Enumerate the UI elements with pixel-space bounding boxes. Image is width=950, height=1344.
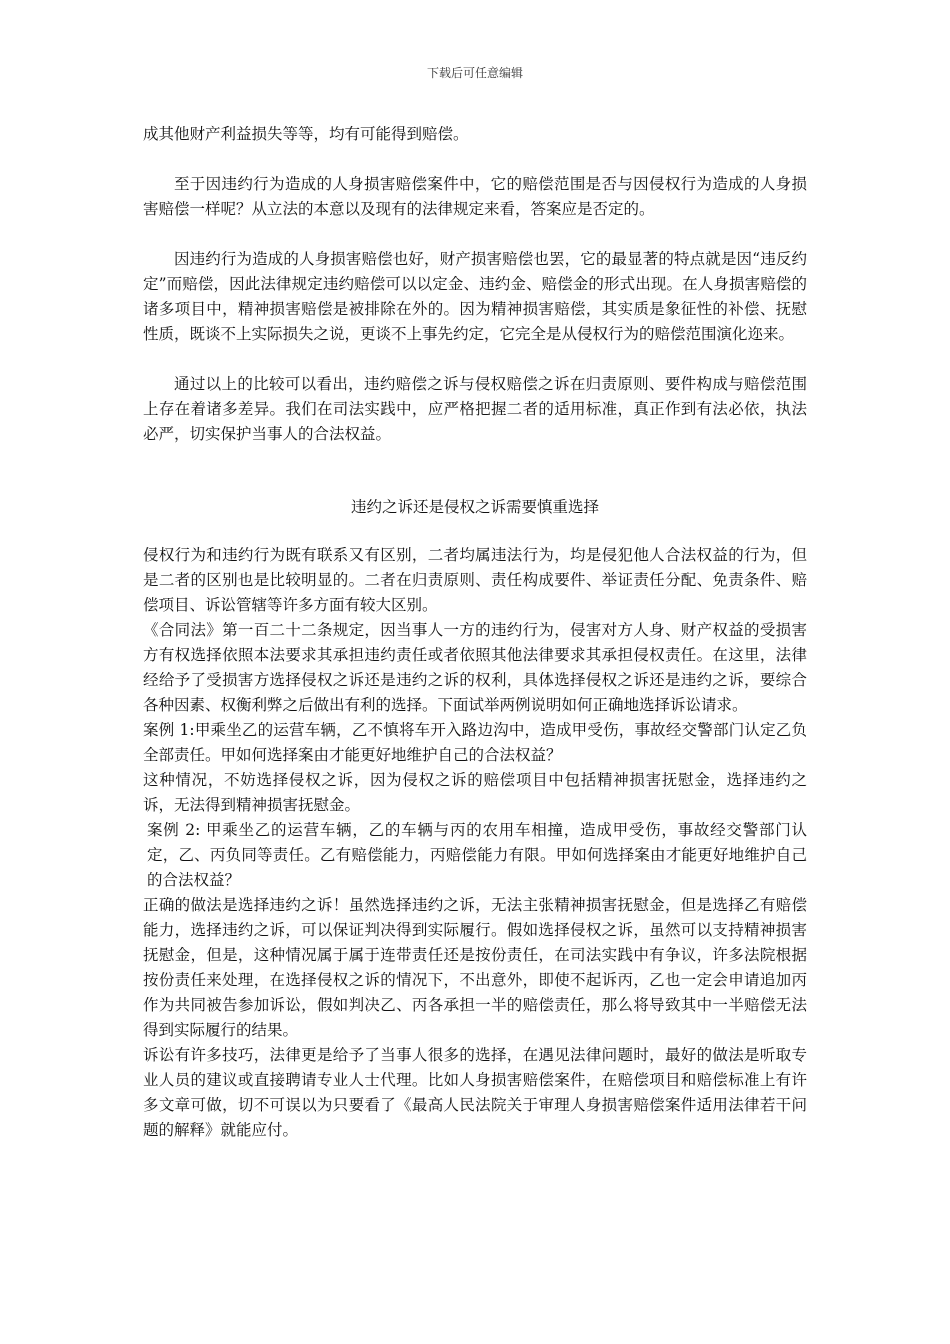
section-title: 违约之诉还是侵权之诉需要慎重选择 xyxy=(350,498,599,516)
paragraph: 这种情况，不妨选择侵权之诉，因为侵权之诉的赔偿项目中包括精神损害抚慰金，选择违约之诉，无法得到精神损害抚慰金。 xyxy=(143,771,807,814)
paragraph: 正确的做法是选择违约之诉！虽然选择违约之诉，无法主张精神损害抚慰金，但是选择乙有赔偿能力，选择违约之诉，可以保证判决得到实际履行。假如选择侵权之诉，虽然可以支持精神损害抚慰金，但是，这种情况属于属于连带责任还是按份责任，在司法实践中有争议，许多法院根据按份责任来处理，在选择侵权之诉的情况下，不出意外，即使不起诉丙，乙也一定会申请追加丙作为共同被告参加诉讼，假如判决乙、丙各承担一半的赔偿责任，那么将导致其中一半赔偿无法得到实际履行的结果。 xyxy=(143,896,807,1039)
page-header: 下载后可任意编辑 xyxy=(426,66,523,80)
paragraph: 通过以上的比较可以看出，违约赔偿之诉与侵权赔偿之诉在归责原则、要件构成与赔偿范围上存在着诸多差异。我们在司法实践中，应严格把握二者的适用标准，真正作到有法必依，执法必严，切实保护当事人的合法权益。 xyxy=(143,375,807,443)
paragraph: 至于因违约行为造成的人身损害赔偿案件中，它的赔偿范围是否与因侵权行为造成的人身损害赔偿一样呢？从立法的本意以及现有的法律规定来看，答案应是否定的。 xyxy=(143,175,807,218)
paragraph: 成其他财产利益损失等等，均有可能得到赔偿。 xyxy=(143,125,469,143)
paragraph: 因违约行为造成的人身损害赔偿也好，财产损害赔偿也罢，它的最显著的特点就是因“违反约定”而赔偿，因此法律规定违约赔偿可以以定金、违约金、赔偿金的形式出现。在人身损害赔偿的诸多项目中，精神损害赔偿是被排除在外的。因为精神损害赔偿，其实质是象征性的补偿、抚慰性质，既谈不上实际损失之说，更谈不上事先约定，它完全是从侵权行为的赔偿范围演化迩来。 xyxy=(143,250,807,343)
paragraph: 《合同法》第一百二十二条规定，因当事人一方的违约行为，侵害对方人身、财产权益的受损害方有权选择依照本法要求其承担违约责任或者依照其他法律要求其承担侵权责任。在这里，法律经给予了受损害方选择侵权之诉还是违约之诉的权利，具体选择侵权之诉还是违约之诉，要综合各种因素、权衡利弊之后做出有利的选择。下面试举两例说明如何正确地选择诉讼请求。 xyxy=(143,621,807,714)
paragraph: 诉讼有许多技巧，法律更是给予了当事人很多的选择，在遇见法律问题时，最好的做法是听取专业人员的建议或直接聘请专业人士代理。比如人身损害赔偿案件，在赔偿项目和赔偿标准上有许多文章可做，切不可误以为只要看了《最高人民法院关于审理人身损害赔偿案件适用法律若干问题的解释》就能应付。 xyxy=(143,1046,807,1139)
case-paragraph: 案例 2: 甲乘坐乙的运营车辆，乙的车辆与丙的农用车相撞，造成甲受伤，事故经交警部门认定，乙、丙负同等责任。乙有赔偿能力，丙赔偿能力有限。甲如何选择案由才能更好地维护自己的合法权益？ xyxy=(147,821,807,889)
paragraph: 侵权行为和违约行为既有联系又有区别，二者均属违法行为，均是侵犯他人合法权益的行为，但是二者的区别也是比较明显的。二者在归责原则、责任构成要件、举证责任分配、免责条件、赔偿项目、诉讼管辖等许多方面有较大区别。 xyxy=(143,546,807,614)
document-body xyxy=(143,122,807,1143)
case-paragraph: 案例 1:甲乘坐乙的运营车辆，乙不慎将车开入路边沟中，造成甲受伤，事故经交警部门认定乙负全部责任。甲如何选择案由才能更好地维护自己的合法权益？ xyxy=(143,721,807,764)
